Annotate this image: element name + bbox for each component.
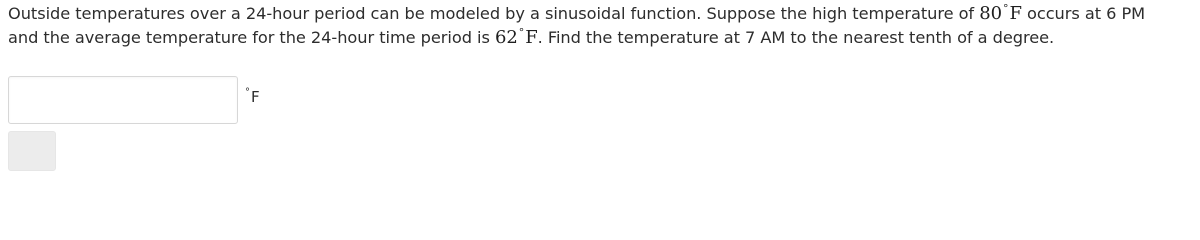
degree-symbol: ° [518,26,525,39]
question-text-segment: occurs at 6 PM [1021,4,1146,23]
answer-unit-label [245,88,260,106]
question-text-segment: . Find the temperature at 7 AM to the nearest tenth of a degree. [537,28,1055,47]
unit-degree-symbol: ° [245,87,250,98]
answer-input[interactable] [8,76,238,124]
question-line-2 [8,26,1198,50]
degree-symbol: ° [1003,2,1009,15]
question-text-segment: Outside temperatures over a 24-hour period can be modeled by a sinusoidal function. Suppose the high temperature of [8,4,980,23]
unit-letter: F [525,27,538,48]
question-line-1 [8,2,1198,26]
unit-letter: F [251,88,260,106]
average-temperature-number: 62 [494,27,518,48]
question-text-segment: and the average temperature for the 24-hour time period is [8,28,495,47]
high-temperature-number: 80 [979,3,1002,24]
average-temperature-value [495,27,538,48]
high-temperature-value [979,3,1022,24]
question-text [8,2,1198,50]
unit-letter: F [1009,3,1022,24]
submit-button[interactable] [8,131,56,171]
